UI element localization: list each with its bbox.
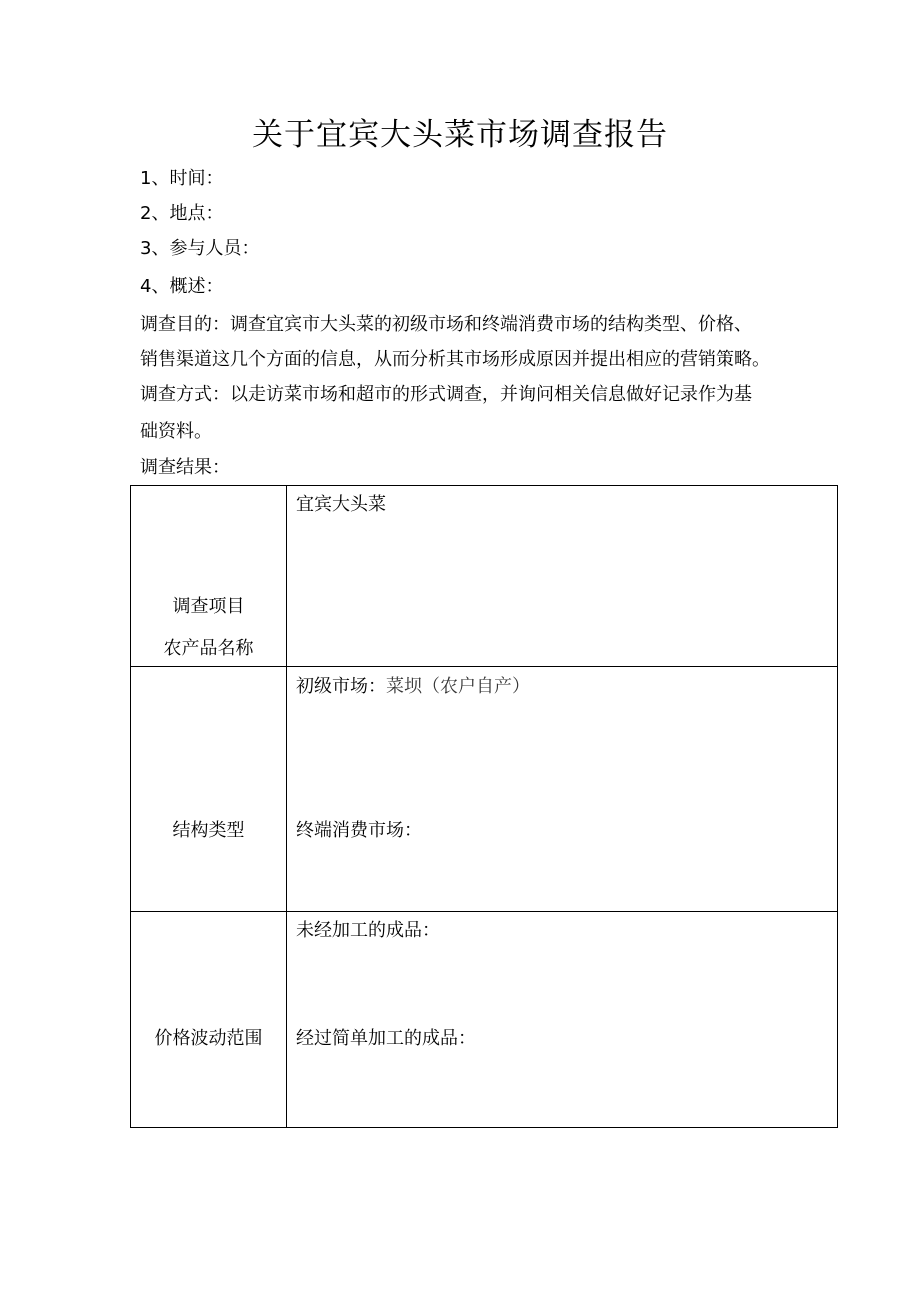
primary-market-value: 菜坝（农户自产） xyxy=(386,676,530,697)
results-label: 调查结果： xyxy=(140,457,230,478)
item-overview: 4、概述： xyxy=(140,276,224,297)
table-column-divider xyxy=(286,486,287,1127)
table-row-divider xyxy=(131,911,837,912)
row-label-structure-type: 结构类型 xyxy=(172,820,245,841)
purpose-line-2: 销售渠道这几个方面的信息，从而分析其市场形成原因并提出相应的营销策略。 xyxy=(140,349,770,370)
item-time: 1、时间： xyxy=(140,168,224,189)
item-location: 2、地点： xyxy=(140,203,224,224)
row-label-product-name: 农产品名称 xyxy=(163,638,254,659)
method-line-1: 调查方式：以走访菜市场和超市的形式调查，并询问相关信息做好记录作为基 xyxy=(140,384,752,405)
processed-product-label: 经过简单加工的成品： xyxy=(296,1028,476,1049)
document-title: 关于宜宾大头菜市场调查报告 xyxy=(252,117,668,153)
unprocessed-product-label: 未经加工的成品： xyxy=(296,920,440,941)
row-label-survey-item: 调查项目 xyxy=(172,596,245,617)
product-name-value: 宜宾大头菜 xyxy=(296,494,386,515)
purpose-line-1: 调查目的：调查宜宾市大头菜的初级市场和终端消费市场的结构类型、价格、 xyxy=(140,314,752,335)
method-line-2: 础资料。 xyxy=(140,421,212,442)
item-participants: 3、参与人员： xyxy=(140,238,260,259)
primary-market-label: 初级市场： xyxy=(296,676,386,697)
table-row-divider xyxy=(131,666,837,667)
row-label-price-range: 价格波动范围 xyxy=(154,1028,263,1049)
terminal-market-label: 终端消费市场： xyxy=(296,820,422,841)
results-table xyxy=(130,485,838,1128)
